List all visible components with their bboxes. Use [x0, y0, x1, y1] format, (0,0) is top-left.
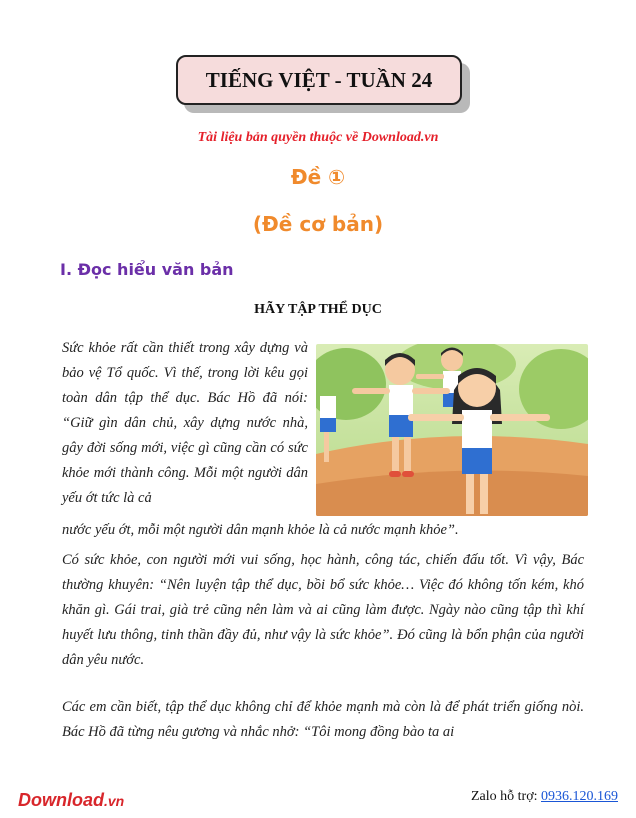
copyright-notice: Tài liệu bản quyền thuộc về Download.vn: [197, 130, 439, 145]
paragraph-1: Sức khỏe rất cần thiết trong xây dựng và bảo vệ Tổ quốc. Vì thế, trong lời kêu gọi toàn dân tập thể dục. Bác Hồ đã nói: “Giữ gìn dân chủ, xây dựng nước nhà, gây đời sống mới, việc gì cũng cần có sức khỏe mới thành công. Mỗi một người dân yếu ớt tức là cả: [62, 340, 308, 506]
paragraph-1-continued: nước yếu ớt, mỗi một người dân mạnh khỏe là cả nước mạnh khỏe”.: [62, 522, 459, 538]
paragraph-2: Có sức khỏe, con người mới vui sống, học hành, công tác, chiến đấu tốt. Vì vậy, Bác thường khuyên: “Nên luyện tập thể dục, bồi bổ sức khỏe… Việc đó không tốn kém, khó khăn gì. Gái trai, già trẻ cũng nên làm và ai cũng làm được. Ngày nào cũng tập thì khí huyết lưu thông, tinh thần đầy đủ, như vậy là sức khỏe”. Đó cũng là bổn phận của người dân yêu nước.: [62, 552, 584, 668]
support-phone-link[interactable]: 0936.120.169: [541, 789, 618, 804]
paragraph-3: Các em cần biết, tập thể dục không chỉ để khỏe mạnh mà còn là để phát triển giống nòi. Bác Hồ đã từng nêu gương và nhắc nhở: “Tôi mong đồng bào ta ai: [62, 699, 584, 740]
exam-level: (Đề cơ bản): [252, 212, 384, 236]
page-title: TIẾNG VIỆT - TUẦN 24: [176, 55, 462, 105]
support-contact: [471, 789, 618, 805]
logo-tld-text: .vn: [104, 793, 125, 809]
exercise-illustration: [316, 344, 588, 516]
reading-title: HÃY TẬP THỂ DỤC: [254, 302, 382, 317]
section-heading: I. Đọc hiểu văn bản: [60, 260, 234, 279]
exam-number: Đề ①: [290, 165, 346, 189]
support-label: Zalo hỗ trợ:: [471, 789, 541, 804]
children-exercising-image: [316, 344, 588, 516]
logo-main-text: Download: [18, 790, 104, 810]
download-logo[interactable]: [18, 790, 124, 811]
